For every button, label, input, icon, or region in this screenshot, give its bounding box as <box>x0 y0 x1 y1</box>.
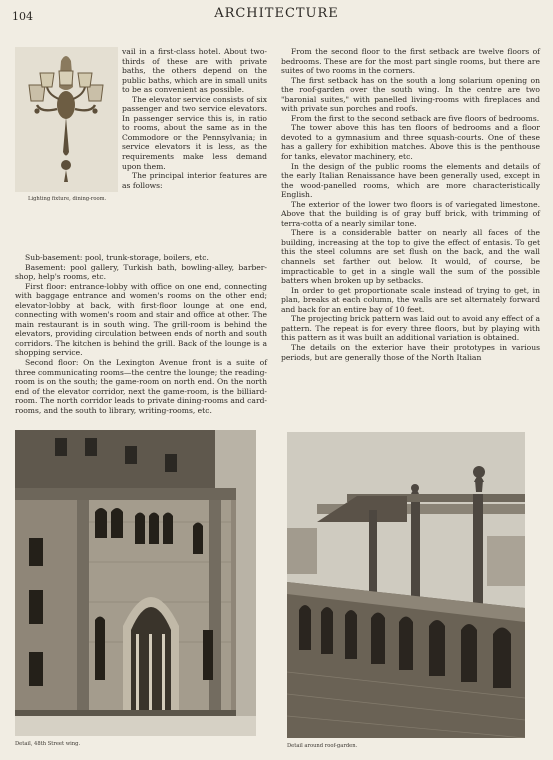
paragraph: In order to get proportionate scale instead of trying to get, in plan, breaks at each column, the walls are set alternately forward and back for an entire bay of 10 feet. <box>281 285 540 314</box>
lighting-caption: Lighting fixture, dining-room. <box>28 196 107 202</box>
lighting-fixture-photo <box>15 47 118 192</box>
left-top-column <box>122 47 267 190</box>
paragraph: The exterior of the lower two floors is of variegated limestone. Above that the building is of gray buff brick, with trimming of terra-cotta of a nearly similar tone. <box>281 199 540 228</box>
running-head: ARCHITECTURE <box>214 6 339 21</box>
paragraph: There is a considerable batter on nearly all faces of the building, increasing at the top to give the effect of entasis. To get this the steel columns are set flush on the back, and the wall channels set farther out below. It would, of course, be impracticable to get in a single wall the sum of the possible batters when broken up by setbacks. <box>281 228 540 286</box>
paragraph: From the second floor to the first setback are twelve floors of bedrooms. These are for the most part single rooms, but there are suites of two rooms in the corners. <box>281 47 540 76</box>
left-column <box>15 253 267 415</box>
paragraph: Second floor: On the Lexington Avenue front is a suite of three communicating rooms—the centre the lounge; the reading-room is on the south; the game-room on north end. On the north end of the elevator corridor, next the game-room, is the billiard-room. The north corridor leads to private dining-rooms and card-rooms, and the south to library, writing-rooms, etc. <box>15 358 267 415</box>
paragraph: The tower above this has ten floors of bedrooms and a floor devoted to a gymnasium and three squash-courts. One of these has a gallery for exhibition matches. Above this is the penthouse for tanks, elevator machinery, etc. <box>281 123 540 162</box>
roof-caption: Detail around roof-garden. <box>287 743 358 749</box>
right-column <box>281 47 540 362</box>
paragraph: Sub-basement: pool, trunk-storage, boilers, etc. <box>25 253 209 262</box>
roof-garden-photo <box>287 432 525 738</box>
paragraph: The first setback has on the south a long solarium opening on the roof-garden over the south wing. In the centre are two "baronial suites," with panelled living-rooms with fireplaces and with private sun porches and roofs. <box>281 75 540 114</box>
paragraph: Basement: pool gallery, Turkish bath, bowling-alley, barber-shop, help's rooms, etc. <box>15 262 267 282</box>
wing-caption: Detail, 48th Street wing. <box>15 741 81 747</box>
paragraph: From the first to the second setback are five floors of bedrooms. <box>291 113 540 123</box>
paragraph: vail in a first-class hotel. About two-thirds of these are with private baths, the others depend on the public baths, which are in small units to be as convenient as possible. <box>122 47 267 95</box>
paragraph: The projecting brick pattern was laid out to avoid any effect of a pattern. The repeat is for every three floors, but by playing with this pattern as it was built an additional variation is obtained. <box>281 314 540 343</box>
paragraph: The elevator service consists of six passenger and two service elevators. In passenger service this is, in ratio to rooms, about the same as in the Commodore or the Pennsylvania; in service elevators it is less, as the requirements make less demand upon them. <box>122 94 267 171</box>
paragraph: In the design of the public rooms the elements and details of the early Italian Renaissance have been generally used, except in the wood-panelled rooms, which are more characteristically English. <box>281 161 540 200</box>
paragraph: First floor: entrance-lobby with office on one end, connecting with baggage entrance and women's rooms on the other end; elevator-lobby at back, with first-floor lounge at one end, connecting with women's room and stair and office at other. The main restaurant is in south wing. The grill-room is behind the elevators, providing circulation between ends of north and south corridors. The kitchen is behind the grill. Back of the lounge is a shopping service. <box>15 281 267 358</box>
paragraph: The details on the exterior have their prototypes in various periods, but are generally those of the North Italian <box>281 342 540 362</box>
paragraph: The principal interior features are as follows: <box>122 171 267 190</box>
page-number: 104 <box>12 10 33 23</box>
street-wing-photo <box>15 430 256 736</box>
